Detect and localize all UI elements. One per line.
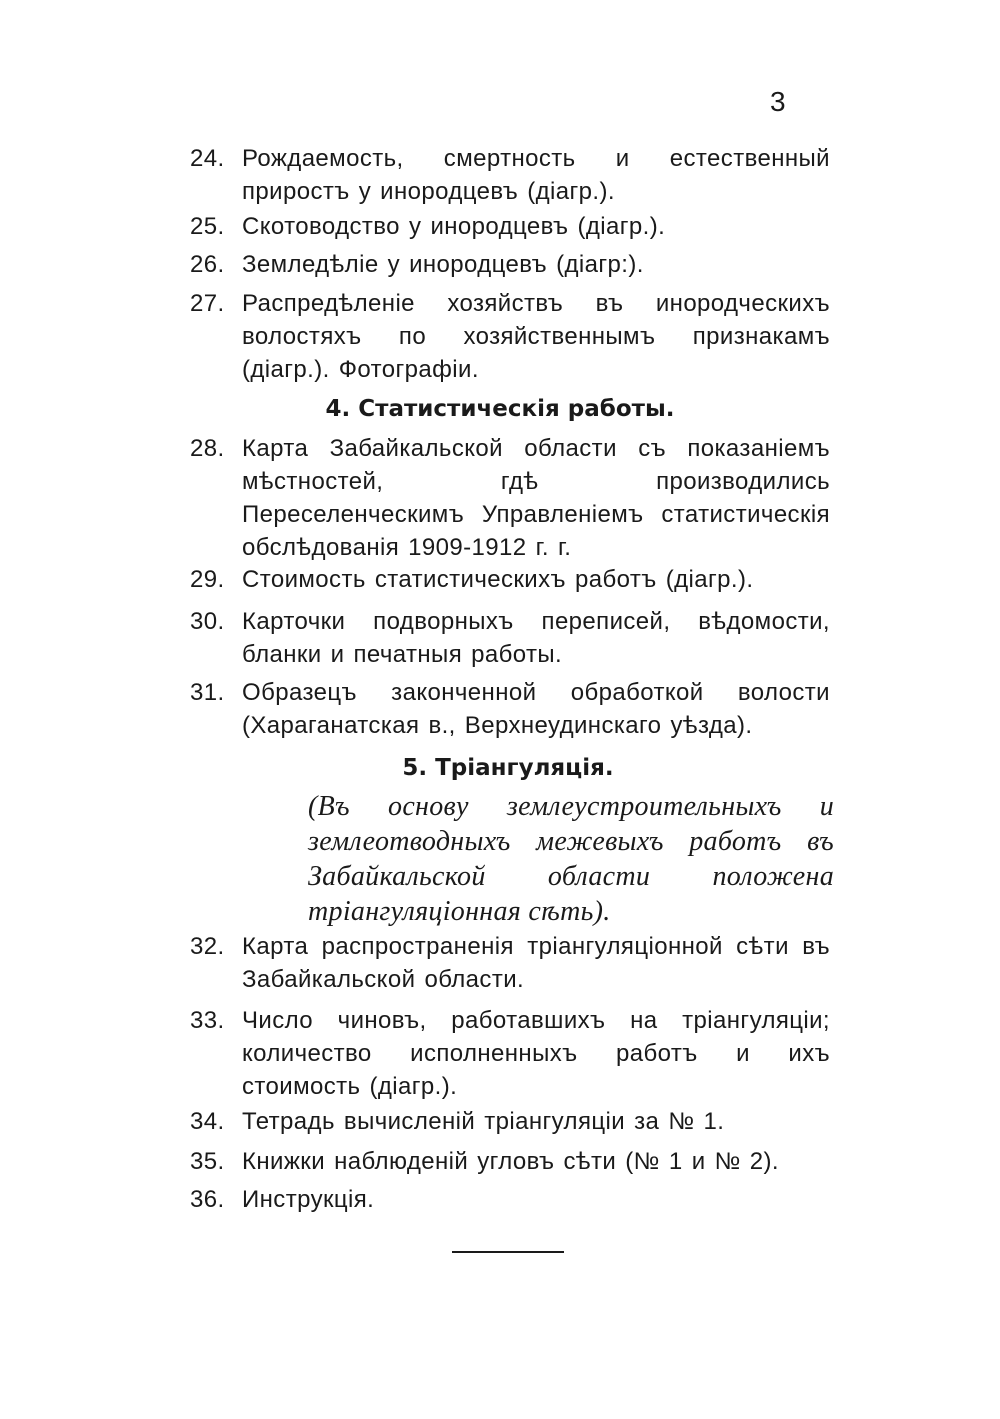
page-number: 3 bbox=[770, 86, 786, 117]
list-item-32 bbox=[190, 930, 830, 996]
item-number: 34. bbox=[190, 1108, 225, 1135]
item-number: 36. bbox=[190, 1186, 225, 1213]
item-text: Распредѣленіе хозяйствъ въ инородческихъ волостяхъ по хозяйственнымъ признакамъ (діагр.). Фотографіи. bbox=[242, 290, 830, 383]
list-item-24 bbox=[190, 142, 830, 208]
item-number: 28. bbox=[190, 435, 225, 462]
item-number: 27. bbox=[190, 290, 225, 317]
item-text: Земледѣліе у инородцевъ (діагр:). bbox=[242, 251, 644, 278]
list-item-28 bbox=[190, 432, 830, 564]
item-number: 26. bbox=[190, 251, 225, 278]
section-heading-statistics: 4. Статистическія работы. bbox=[325, 396, 675, 422]
list-item-33 bbox=[190, 1004, 830, 1103]
list-item-34 bbox=[190, 1105, 830, 1138]
list-item-30 bbox=[190, 605, 830, 671]
list-item-31 bbox=[190, 676, 830, 742]
item-text: Образецъ законченной обработкой волости (Хараганатская в., Верхнеудинскаго уѣзда). bbox=[242, 679, 830, 739]
item-number: 31. bbox=[190, 679, 225, 706]
item-text: Тетрадь вычисленій тріангуляціи за № 1. bbox=[242, 1108, 725, 1135]
section-heading-triangulation: 5. Тріангуляція. bbox=[402, 755, 614, 781]
list-item-27 bbox=[190, 287, 830, 386]
item-number: 25. bbox=[190, 213, 225, 240]
item-text: Стоимость статистическихъ работъ (діагр.). bbox=[242, 566, 754, 593]
item-number: 30. bbox=[190, 608, 225, 635]
item-number: 24. bbox=[190, 145, 225, 172]
item-text: Рождаемость, смертность и естественный приростъ у инородцевъ (діагр.). bbox=[242, 145, 830, 205]
item-number: 35. bbox=[190, 1148, 225, 1175]
list-item-25 bbox=[190, 210, 830, 243]
item-text: Число чиновъ, работавшихъ на тріангуляціи; количество исполненныхъ работъ и ихъ стоимость (діагр.). bbox=[242, 1007, 830, 1100]
item-text: Карта распространенія тріангуляціонной сѣти въ Забайкальской области. bbox=[242, 933, 830, 993]
item-number: 29. bbox=[190, 566, 225, 593]
list-item-35 bbox=[190, 1145, 830, 1178]
item-text: Скотоводство у инородцевъ (діагр.). bbox=[242, 213, 666, 240]
closing-rule bbox=[452, 1251, 564, 1253]
list-item-26 bbox=[190, 248, 830, 281]
item-text: Инструкція. bbox=[242, 1186, 375, 1213]
list-item-29 bbox=[190, 563, 830, 596]
item-text: Карточки подворныхъ переписей, вѣдомости, бланки и печатныя работы. bbox=[242, 608, 830, 668]
item-number: 33. bbox=[190, 1007, 225, 1034]
item-text: Книжки наблюденій угловъ сѣти (№ 1 и № 2). bbox=[242, 1148, 779, 1175]
list-item-36 bbox=[190, 1183, 830, 1216]
item-number: 32. bbox=[190, 933, 225, 960]
item-text: Карта Забайкальской области съ показаніемъ мѣстностей, гдѣ производились Переселенческимъ Управленіемъ статистическія обслѣдованія 1909-1912 г. г. bbox=[242, 435, 830, 561]
section-note: (Въ основу землеустроительныхъ и землеотводныхъ межевыхъ работъ въ Забайкальской области положена тріангуляціонная сѣть). bbox=[308, 791, 834, 927]
